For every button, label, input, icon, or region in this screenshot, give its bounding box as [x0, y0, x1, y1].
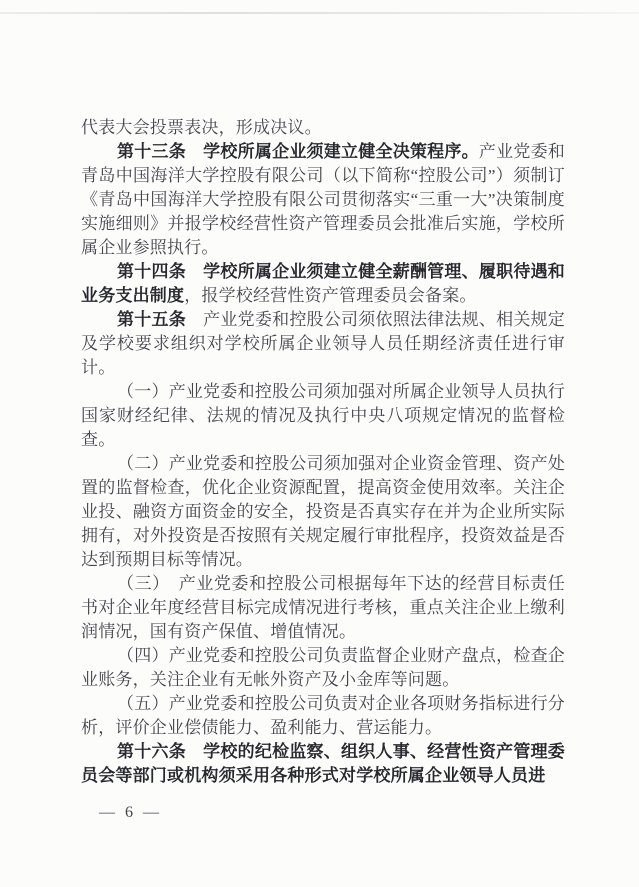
paragraph — [81, 452, 565, 572]
text-run: ，报学校经营性资产管理委员会备案。 — [184, 286, 477, 305]
paragraph — [81, 380, 565, 452]
text-run-bold: 第十五条 — [117, 310, 186, 329]
page-number: — 6 — — [99, 804, 162, 821]
text-run: 产业党委和青岛中国海洋大学控股有限公司（以下简称“控股公司”）须制订《青岛中国海洋大学控股有限公司贯彻落实“三重一大”决策制度实施细则》并报学校经营性资产管理委员会批准后实施，学校所属企业参照执行。 — [81, 142, 566, 257]
paragraph — [81, 140, 565, 260]
text-run: （四）产业党委和控股公司负责监督企业财产盘点，检查企业账务，关注企业有无帐外资产及小金库等问题。 — [81, 646, 565, 689]
paragraph — [81, 308, 565, 380]
document-body — [81, 116, 565, 788]
paragraph — [81, 116, 565, 140]
text-run-bold: 第十六条 学校的纪检监察、组织人事、经营性资产管理委员会等部门或机构须采用各种形式对学校所属企业领导人员进 — [81, 742, 565, 785]
text-run: （一）产业党委和控股公司须加强对所属企业领导人员执行国家财经纪律、法规的情况及执行中央八项规定情况的监督检查。 — [81, 382, 565, 449]
paragraph — [81, 740, 565, 788]
text-run-bold: 第十四条 学校所属企业须建立健全薪酬管理、履职待遇和业务支出制度 — [81, 262, 565, 305]
text-run: 代表大会投票表决，形成决议。 — [81, 118, 322, 137]
scan-edge-artifact — [0, 12, 639, 14]
text-run: （三） 产业党委和控股公司根据每年下达的经营目标责任书对企业年度经营目标完成情况进行考核，重点关注企业上缴利润情况，国有资产保值、增值情况。 — [81, 574, 565, 641]
text-run: （五）产业党委和控股公司负责对企业各项财务指标进行分析，评价企业偿债能力、盈利能力、营运能力。 — [81, 694, 565, 737]
paragraph — [81, 260, 565, 308]
paragraph — [81, 692, 565, 740]
paragraph — [81, 572, 565, 644]
text-run: 产业党委和控股公司须依照法律法规、相关规定及学校要求组织对学校所属企业领导人员任期经济责任进行审计。 — [81, 310, 565, 377]
text-run: （二）产业党委和控股公司须加强对企业资金管理、资产处置的监督检查，优化企业资源配置，提高资金使用效率。关注企业投、融资方面资金的安全，投资是否真实存在并为企业所实际拥有，对外投资是否按照有关规定履行审批程序，投资效益是否达到预期目标等情况。 — [81, 454, 565, 569]
text-run-bold: 第十三条 学校所属企业须建立健全决策程序。 — [117, 142, 479, 161]
paragraph — [81, 644, 565, 692]
